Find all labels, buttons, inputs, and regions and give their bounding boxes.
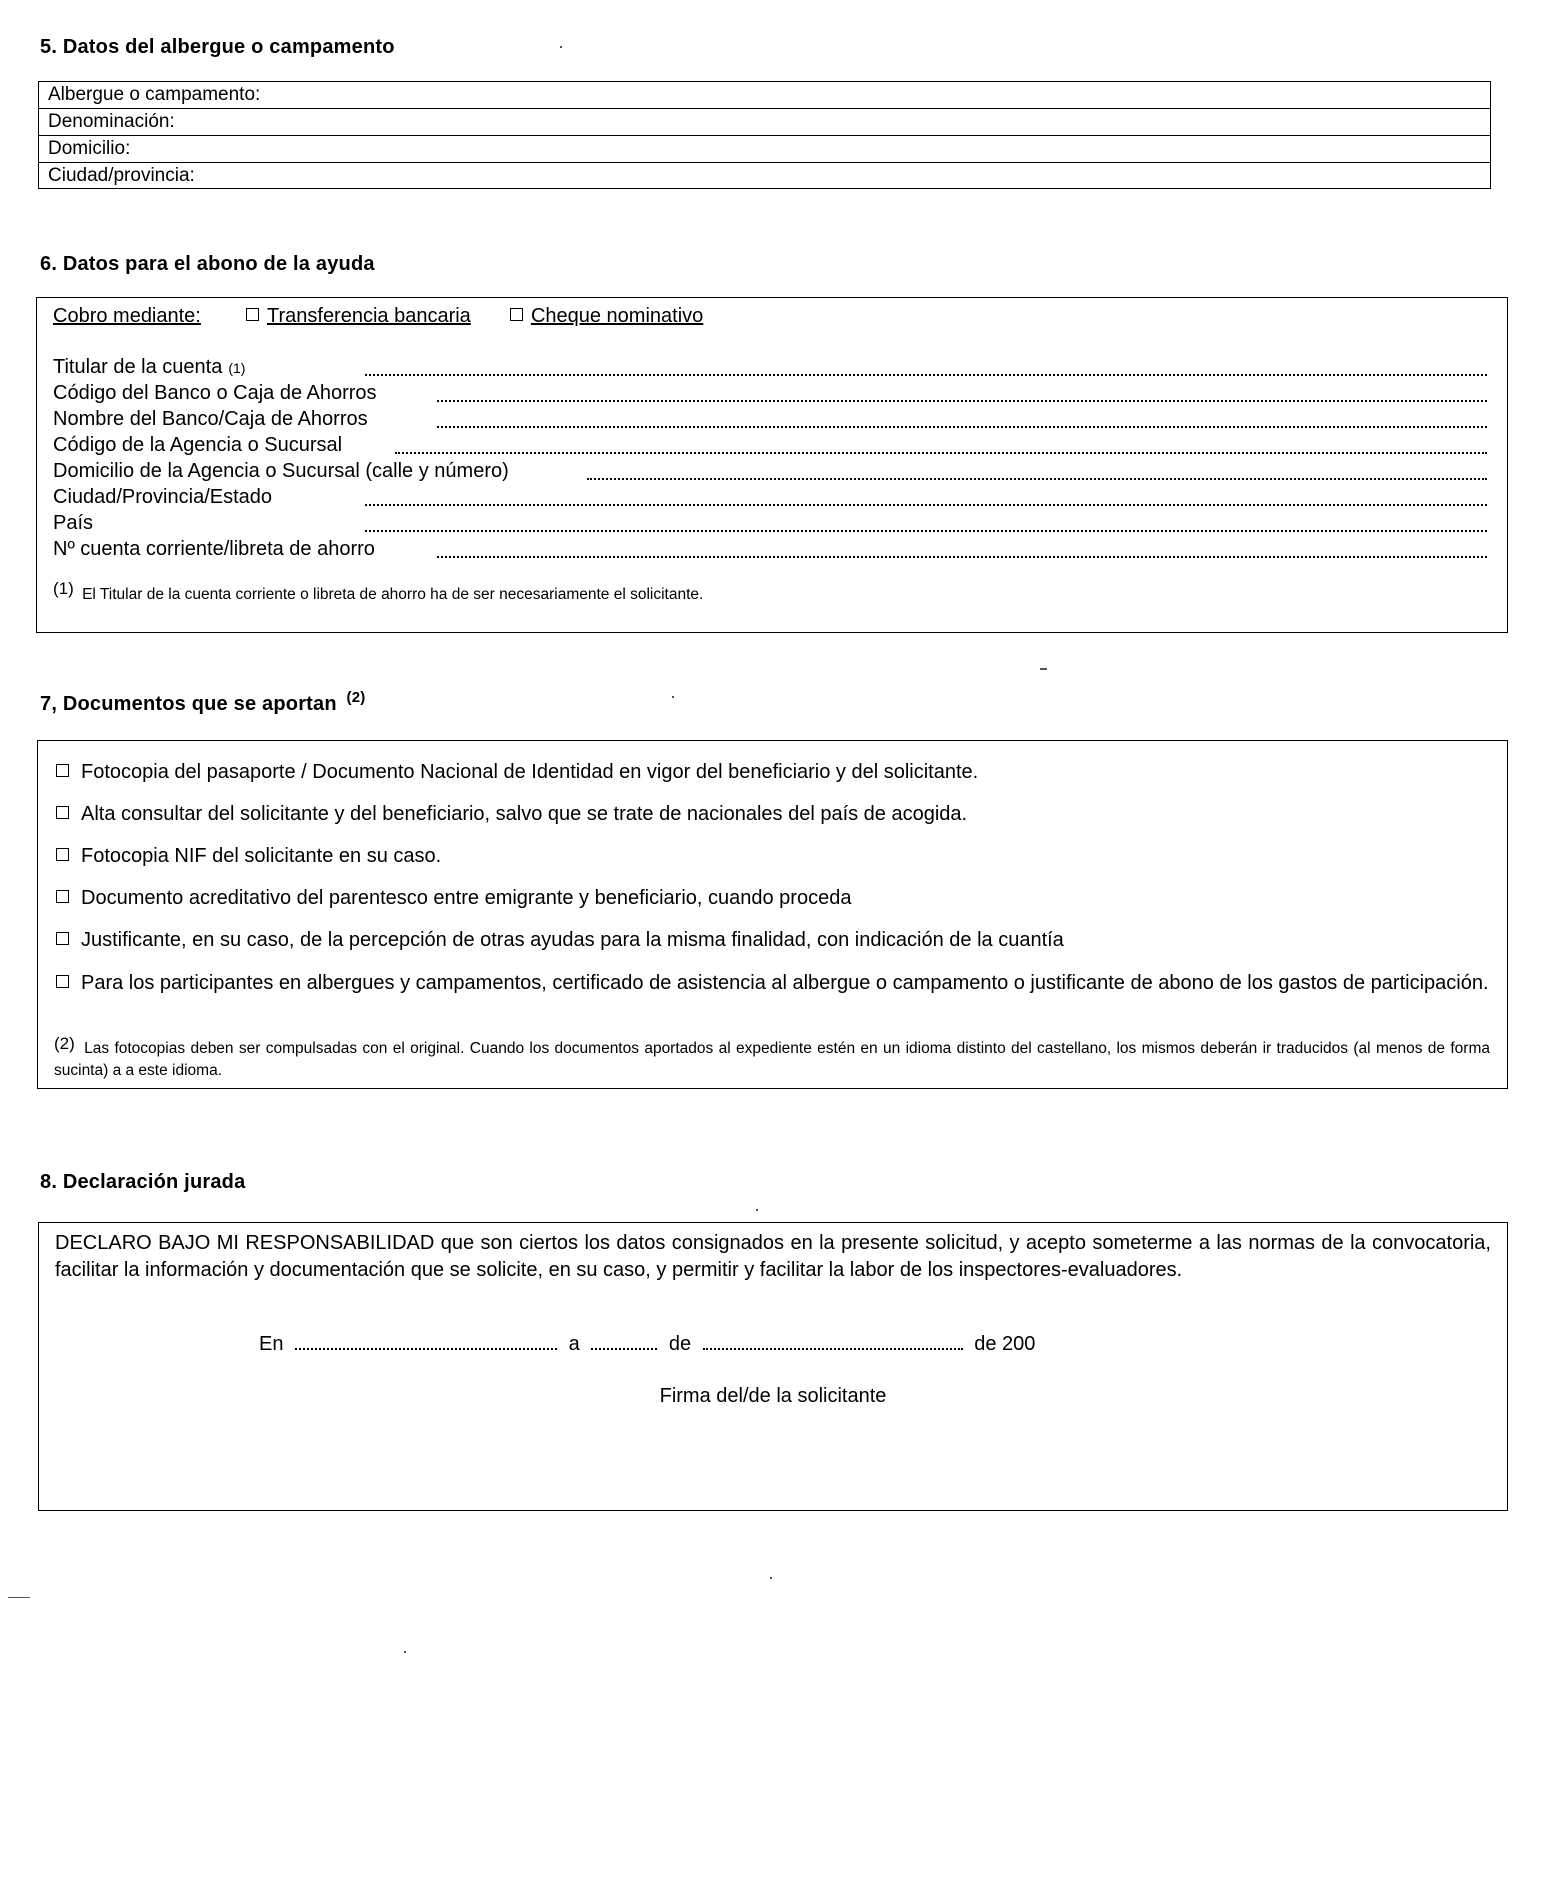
doc-item-parentesco (56, 887, 851, 910)
field-pais-label: País (53, 512, 94, 534)
doc-item-albergues (56, 970, 1516, 996)
place-field[interactable] (295, 1332, 557, 1350)
documents-box (37, 740, 1508, 1089)
section-6-title: 6. Datos para el abono de la ayuda (40, 253, 375, 275)
field-domicilio-agencia[interactable] (53, 460, 509, 486)
field-titular[interactable]: Titular de la cuenta (1) (53, 356, 245, 382)
section-5-title: 5. Datos del albergue o campamento (40, 36, 395, 58)
field-codigo-agencia[interactable] (53, 434, 342, 460)
field-pais[interactable] (53, 512, 93, 538)
albergue-table (38, 81, 1491, 189)
place-de-label: de (668, 1333, 692, 1355)
year-label: de 200 (974, 1333, 1036, 1355)
payment-box (36, 297, 1508, 633)
section-8-title: 8. Declaración jurada (40, 1171, 246, 1193)
declaration-box (38, 1222, 1508, 1511)
scan-speck (560, 46, 562, 48)
place-date-line (259, 1332, 1035, 1356)
doc-checkbox[interactable] (56, 890, 69, 903)
doc-item-label: Fotocopia NIF del solicitante en su caso. (81, 845, 442, 867)
doc-item-label: Alta consultar del solicitante y del beneficiario, salvo que se trate de nacionales del país de acogida. (81, 803, 968, 825)
field-nombre-banco-label: Nombre del Banco/Caja de Ahorros (53, 408, 368, 430)
signature-label: Firma del/de la solicitante (659, 1385, 887, 1407)
scan-speck (1040, 668, 1047, 670)
doc-checkbox[interactable] (56, 764, 69, 777)
declaration-text: DECLARO BAJO MI RESPONSABILIDAD que son ciertos los datos consignados en la presente solicitud, y acepto someterme a las normas de la convocatoria, facilitar la información y documentación que se solicite, en su caso, y permitir y facilitar la labor de los inspectores-evaluadores. (55, 1232, 1491, 1281)
cobro-line (53, 305, 703, 328)
doc-item-label: Para los participantes en albergues y campamentos, certificado de asistencia al albergue o campamento o justificante de abono de los gastos de participación. (81, 972, 1489, 994)
footnote-2-ref: (2) (54, 1034, 75, 1053)
scan-speck (770, 1577, 772, 1579)
denominacion-row[interactable]: Denominación: (39, 109, 1490, 136)
albergue-row[interactable]: Albergue o campamento: (39, 82, 1490, 109)
doc-item-label: Documento acreditativo del parentesco entre emigrante y beneficiario, cuando proceda (81, 887, 852, 909)
field-codigo-banco-label: Código del Banco o Caja de Ahorros (53, 382, 377, 404)
field-codigo-banco[interactable] (53, 382, 377, 408)
doc-item-otras-ayudas (56, 929, 1064, 952)
day-field[interactable] (591, 1332, 657, 1350)
scan-speck (8, 1597, 30, 1598)
doc-checkbox[interactable] (56, 932, 69, 945)
field-domicilio-agencia-label: Domicilio de la Agencia o Sucursal (calle y número) (53, 460, 509, 482)
field-nombre-banco-line[interactable] (437, 408, 1487, 428)
transfer-label: Transferencia bancaria (267, 305, 471, 327)
doc-checkbox[interactable] (56, 806, 69, 819)
section-7-title (40, 689, 366, 716)
place-en-label: En (259, 1333, 284, 1355)
doc-checkbox[interactable] (56, 975, 69, 988)
section-7-title-text: 7, Documentos que se aportan (40, 693, 337, 715)
field-cuenta-label: Nº cuenta corriente/libreta de ahorro (53, 538, 375, 560)
scan-speck (404, 1651, 406, 1653)
field-nombre-banco[interactable] (53, 408, 368, 434)
doc-item-alta-consular (56, 803, 967, 826)
cobro-label: Cobro mediante: (53, 305, 201, 327)
footnote-1 (53, 579, 704, 604)
field-titular-line[interactable] (365, 356, 1487, 376)
doc-item-nif (56, 845, 441, 868)
doc-item-pasaporte (56, 761, 978, 784)
footnote-1-text: El Titular de la cuenta corriente o libreta de ahorro ha de ser necesariamente el solicitante. (82, 586, 704, 603)
footnote-2 (54, 1034, 1490, 1082)
field-cuenta[interactable] (53, 538, 375, 564)
field-ciudad[interactable] (53, 486, 272, 512)
cheque-label: Cheque nominativo (530, 305, 704, 327)
domicilio-row[interactable]: Domicilio: (39, 136, 1490, 163)
field-pais-line[interactable] (365, 512, 1487, 532)
ciudad-provincia-row[interactable]: Ciudad/provincia: (48, 165, 195, 186)
doc-item-label: Fotocopia del pasaporte / Documento Nacional de Identidad en vigor del beneficiario y del solicitante. (81, 761, 979, 783)
field-codigo-agencia-line[interactable] (395, 434, 1487, 454)
scan-speck (672, 696, 674, 698)
scan-speck (756, 1209, 758, 1211)
doc-checkbox[interactable] (56, 848, 69, 861)
field-ciudad-line[interactable] (365, 486, 1487, 506)
field-codigo-agencia-label: Código de la Agencia o Sucursal (53, 434, 343, 456)
doc-item-label: Justificante, en su caso, de la percepción de otras ayudas para la misma finalidad, con indicación de la cuantía (81, 929, 1064, 951)
cheque-checkbox[interactable] (510, 308, 523, 321)
month-field[interactable] (703, 1332, 963, 1350)
field-titular-label: Titular de la cuenta (53, 356, 223, 378)
field-domicilio-agencia-line[interactable] (587, 460, 1487, 480)
field-ciudad-label: Ciudad/Provincia/Estado (53, 486, 273, 508)
footnote-1-ref: (1) (53, 579, 74, 598)
place-a-label: a (568, 1333, 580, 1355)
footnote-2-text: Las fotocopias deben ser compulsadas con el original. Cuando los documentos aportados al expediente estén en un idioma distinto del castellano, los mismos deberán ir traducidos (al menos de forma sucinta) a a este idioma. (54, 1040, 1490, 1079)
section-7-footnote-ref: (2) (346, 689, 366, 707)
field-cuenta-line[interactable] (437, 538, 1487, 558)
transfer-checkbox[interactable] (246, 308, 259, 321)
field-codigo-banco-line[interactable] (437, 382, 1487, 402)
